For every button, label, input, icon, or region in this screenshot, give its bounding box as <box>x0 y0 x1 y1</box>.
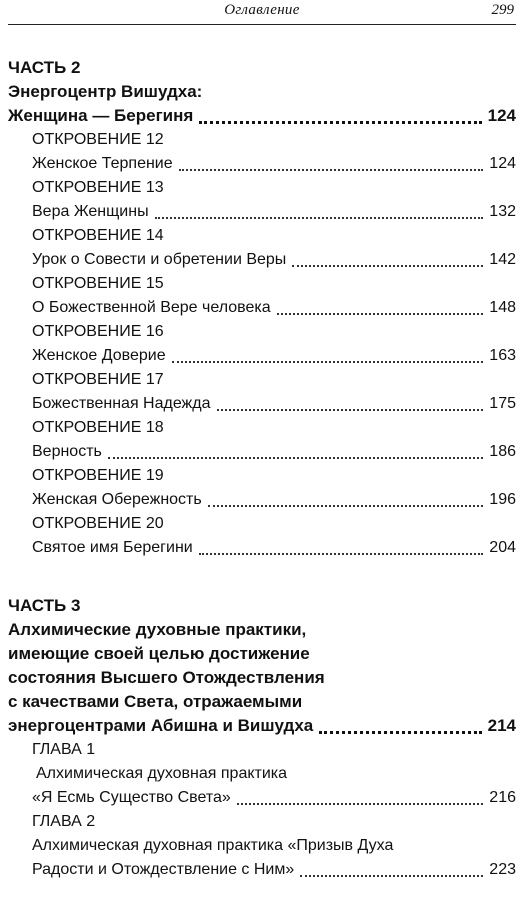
part-2-heading <box>8 56 516 128</box>
part-3-title-line: состояния Высшего Отождествления <box>8 668 325 687</box>
dot-leader <box>319 731 481 734</box>
dot-leader <box>155 217 484 219</box>
toc-entry <box>8 488 516 512</box>
running-header-page-number: 299 <box>491 2 514 18</box>
toc-entry-page: 204 <box>489 539 516 556</box>
part-2-page: 124 <box>487 106 516 125</box>
dot-leader <box>217 409 484 411</box>
toc-entry-page: 186 <box>489 443 516 460</box>
running-header-title: Оглавление <box>224 2 300 18</box>
toc-entry-title: Верность <box>32 443 102 460</box>
toc-entry-page: 124 <box>489 155 516 172</box>
toc-entry-title: Божественная Надежда <box>32 395 211 412</box>
toc-entry-title: «Я Есмь Существо Света» <box>32 789 231 806</box>
toc-entry-page: 216 <box>489 789 516 806</box>
revelation-label: ОТКРОВЕНИЕ 20 <box>32 515 164 532</box>
toc-entry-page: 148 <box>489 299 516 316</box>
part-2-title-entry <box>8 104 516 128</box>
revelation-label: ОТКРОВЕНИЕ 12 <box>32 131 164 148</box>
revelation-label: ОТКРОВЕНИЕ 15 <box>32 275 164 292</box>
dot-leader <box>199 121 481 124</box>
part-2-label: ЧАСТЬ 2 <box>8 58 81 77</box>
part-3-page: 214 <box>487 716 516 735</box>
toc-entry <box>8 536 516 560</box>
part-3-title-entry <box>8 714 516 738</box>
revelation-label: ОТКРОВЕНИЕ 17 <box>32 371 164 388</box>
chapter-label: ГЛАВА 1 <box>32 741 96 758</box>
revelation-label: ОТКРОВЕНИЕ 13 <box>32 179 164 196</box>
toc-entry <box>8 440 516 464</box>
toc-entry-page: 223 <box>489 861 516 878</box>
toc-entry <box>8 344 516 368</box>
part-2-title-line: Энергоцентр Вишудха: <box>8 82 203 101</box>
toc-entry <box>8 152 516 176</box>
part-3-title-line: с качествами Света, отражаемыми <box>8 692 303 711</box>
revelation-label: ОТКРОВЕНИЕ 16 <box>32 323 164 340</box>
part-3-title-line: имеющие своей целью достижение <box>8 644 310 663</box>
toc-entry <box>8 248 516 272</box>
revelation-label: ОТКРОВЕНИЕ 14 <box>32 227 164 244</box>
toc-entry-title: Вера Женщины <box>32 203 149 220</box>
part-3-title-text: энергоцентрами Абишна и Вишудха <box>8 716 314 735</box>
toc-entry <box>8 858 516 882</box>
toc-entry-title: Женское Доверие <box>32 347 166 364</box>
toc-entry-page: 142 <box>489 251 516 268</box>
toc-entry-title: Радости и Отождествление с Ним» <box>32 861 295 878</box>
toc-entry-title: О Божественной Вере человека <box>32 299 271 316</box>
dot-leader <box>179 169 484 171</box>
section-gap <box>8 560 516 594</box>
toc-entry-page: 163 <box>489 347 516 364</box>
dot-leader <box>292 265 483 267</box>
dot-leader <box>237 803 484 805</box>
chapter-title-line: Алхимическая духовная практика <box>36 765 288 782</box>
part-3-label: ЧАСТЬ 3 <box>8 596 81 615</box>
toc-entry-title: Женское Терпение <box>32 155 173 172</box>
toc-entry-page: 175 <box>489 395 516 412</box>
toc-entry-title: Святое имя Берегини <box>32 539 193 556</box>
toc-entry-page: 132 <box>489 203 516 220</box>
part-2-title-text: Женщина — Берегиня <box>8 106 194 125</box>
revelation-label: ОТКРОВЕНИЕ 19 <box>32 467 164 484</box>
chapter-title-line: Алхимическая духовная практика «Призыв Духа <box>32 837 394 854</box>
dot-leader <box>208 505 484 507</box>
dot-leader <box>108 457 483 459</box>
dot-leader <box>277 313 484 315</box>
table-of-contents <box>8 56 516 882</box>
toc-entry <box>8 786 516 810</box>
chapter-label: ГЛАВА 2 <box>32 813 96 830</box>
toc-entry-title: Урок о Совести и обретении Веры <box>32 251 287 268</box>
running-header <box>8 0 516 25</box>
dot-leader <box>300 875 483 877</box>
dot-leader <box>199 553 484 555</box>
toc-entry <box>8 392 516 416</box>
part-2-items <box>8 128 516 560</box>
revelation-label: ОТКРОВЕНИЕ 18 <box>32 419 164 436</box>
part-3-heading <box>8 594 516 738</box>
toc-entry-title: Женская Обережность <box>32 491 202 508</box>
toc-entry <box>8 200 516 224</box>
toc-entry <box>8 296 516 320</box>
toc-entry-page: 196 <box>489 491 516 508</box>
part-3-title-line: Алхимические духовные практики, <box>8 620 307 639</box>
dot-leader <box>172 361 484 363</box>
